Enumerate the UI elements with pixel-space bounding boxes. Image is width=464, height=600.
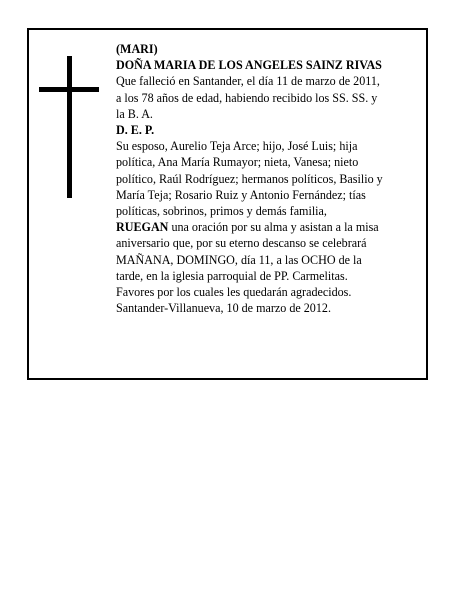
cross-vertical-bar xyxy=(67,56,72,198)
family-line: política, Ana María Rumayor; nieta, Vanesa; nieto xyxy=(116,155,359,170)
family-line: Su esposo, Aurelio Teja Arce; hijo, José Luis; hija xyxy=(116,139,358,154)
dep-text: D. E. P. xyxy=(116,123,155,138)
obituary-notice xyxy=(27,28,428,380)
request-verb: RUEGAN xyxy=(116,220,169,235)
notice-text xyxy=(116,41,424,316)
family-line: político, Raúl Rodríguez; hermanos políticos, Basilio y xyxy=(116,171,383,186)
request-first-line-rest: una oración por su alma y asistan a la misa xyxy=(168,220,379,235)
request-line-first xyxy=(116,219,424,235)
death-line: la B. A. xyxy=(116,106,153,121)
death-line: a los 78 años de edad, habiendo recibido los SS. SS. y xyxy=(116,90,378,105)
request-line: Favores por los cuales les quedarán agradecidos. xyxy=(116,285,352,300)
place-date-line: Santander-Villanueva, 10 de marzo de 2012. xyxy=(116,301,331,316)
cross-icon xyxy=(39,56,99,198)
family-line: políticas, sobrinos, primos y demás familia, xyxy=(116,204,327,219)
nickname: (MARI) xyxy=(116,42,158,56)
request-line: aniversario que, por su eterno descanso se celebrará xyxy=(116,236,367,251)
family-line: María Teja; Rosario Ruiz y Antonio Fernández; tías xyxy=(116,187,366,202)
cross-horizontal-bar xyxy=(39,87,99,92)
request-line: tarde, en la iglesia parroquial de PP. Carmelitas. xyxy=(116,268,348,283)
death-line: Que falleció en Santander, el día 11 de marzo de 2011, xyxy=(116,74,380,89)
deceased-name: DOÑA MARIA DE LOS ANGELES SAINZ RIVAS xyxy=(116,58,382,73)
request-line: MAÑANA, DOMINGO, día 11, a las OCHO de la xyxy=(116,252,362,267)
